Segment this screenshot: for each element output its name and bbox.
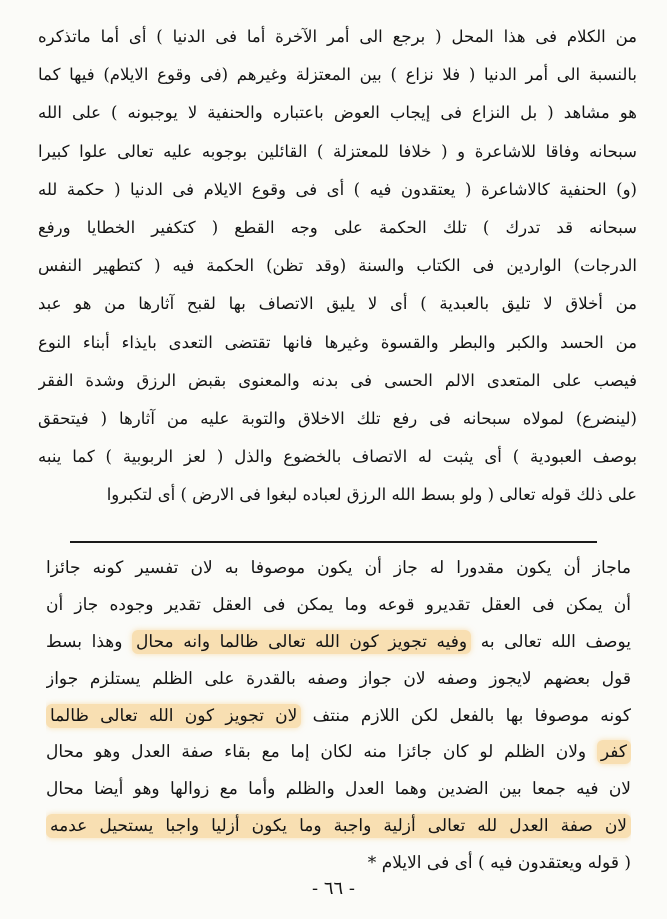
highlighted-text: لان تجويز كون الله تعالى ظالما (46, 704, 301, 728)
body-line: (لينضرع) لمولاه سبحانه فى رفع تلك الاخلاق والتوبة عليه من آثارها ( فيتحقق (38, 408, 637, 428)
footnote-text-segment: ماجاز أن يكون مقدورا له جاز أن يكون موصوفا به لان تفسير كونه جائزا (46, 558, 631, 578)
footnote-line (46, 587, 631, 624)
footnote-line (46, 698, 631, 735)
footnote-text-segment: وهذا بسط (46, 631, 133, 652)
page-number: - ٦٦ - (312, 878, 355, 899)
footnote-text-segment: أن يمكن فى العقل تقديرو قوعه وما يمكن فى العقل تقدير وجوده جاز أن (46, 594, 631, 615)
body-line: سبحانه قد تدرك ) تلك الحكمة على وجه القطع ( كتكفير الخطايا ورفع (38, 217, 637, 237)
body-line: من الكلام فى هذا المحل ( برجع الى أمر الآخرة أما فى الدنيا ) أى أما ماتذكره (38, 27, 637, 46)
highlighted-text: وفيه تجويز كون الله تعالى ظالما وانه محال (132, 630, 471, 654)
footnote-divider (70, 541, 597, 543)
body-line: على ذلك قوله تعالى ( ولو بسط الله الرزق لعباده لبغوا فى الارض ) أى لتكبروا (106, 485, 637, 505)
footnote-text-segment: كونه موصوفا بها بالفعل لكن اللازم منتف (301, 705, 631, 726)
body-line: من أخلاق لا تليق بالعبدية ) أى لا يليق الاتصاف بها لقبح آثارها من هو عبد (38, 294, 637, 314)
footnote-text (46, 550, 631, 882)
body-line: هو مشاهد ( بل النزاع فى إيجاب العوض باعتباره والحنفية لا يوجبونه ) على الله (38, 103, 637, 123)
footnote-line (46, 661, 631, 698)
footnote-line (46, 808, 631, 845)
footnote-text-segment: يوصف الله تعالى به (471, 631, 631, 652)
main-text (38, 18, 637, 514)
body-line: (و) الحنفية كالاشاعرة ( يعتقدون فيه ) أى فى وقوع الايلام فى الدنيا ( حكمة لله (38, 179, 637, 199)
footnote-text-segment: ( قوله ويعتقدون فيه ) أى فى الايلام * (367, 853, 631, 874)
footnote-line (46, 771, 631, 808)
body-line: الدرجات) الواردين فى الكتاب والسنة (وقد تظن) الحكمة فيه ( كتطهير النفس (38, 256, 637, 276)
highlighted-text: لان صفة العدل لله تعالى أزلية واجبة وما يكون أزليا واجبا يستحيل عدمه (46, 814, 631, 838)
footnote-line (46, 734, 631, 771)
footnote-line (46, 845, 631, 882)
body-line: بالنسبة الى أمر الدنيا ( فلا نزاع ) بين المعتزلة وغيرهم (فى وقوع الايلام) فيها كما (38, 65, 637, 85)
body-line: سبحانه وفاقا للاشاعرة و ( خلافا للمعتزلة ) القائلين بوجوبه عليه تعالى علوا كبيرا (38, 141, 637, 161)
footnote-text-segment: قول بعضهم لايجوز وصفه لان جواز وصفه بالقدرة على الظلم يستلزم جواز (46, 668, 631, 689)
highlighted-text: كفر (597, 740, 631, 764)
body-line: من الحسد والكبر والبطر والقسوة وغيرها فانها تقتضى التعدى بايذاء أبناء النوع (38, 332, 637, 352)
footnote-text-segment: ولان الظلم لو كان جائزا منه لكان إما مع بقاء صفة العدل وهو محال (46, 742, 597, 763)
footnote-text-segment: لان فيه جمعا بين الضدين وهما العدل والظلم وأما مع زوالها وهو أيضا محال (46, 779, 631, 800)
footnote-line (46, 550, 631, 587)
body-line: بوصف العبودية ) أى يثبت له الاتصاف بالخضوع والذل ( لعز الربوبية ) كما ينبه (38, 447, 637, 467)
footnote-line (46, 624, 631, 661)
body-line: فيصب على المتعدى الالم الحسى فى بدنه والمعنوى بقبض الرزق وشدة الفقر (38, 370, 637, 390)
